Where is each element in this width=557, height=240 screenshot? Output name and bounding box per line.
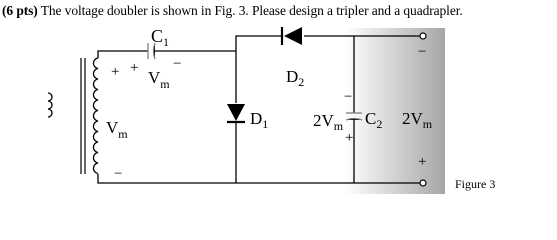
diode-d2 [282, 27, 302, 45]
label-c1: $C_1$ [151, 26, 170, 49]
transformer-secondary-coil [93, 58, 98, 174]
label-c2: $C_2$ [365, 109, 383, 131]
label-vm-c1: $V_m$ [148, 68, 170, 91]
polarity-minus-secondary: − [114, 166, 123, 182]
label-2vm-left: $2V_m$ [313, 111, 344, 133]
polarity-minus-c1: − [173, 56, 182, 72]
label-d2: $D_2$ [286, 67, 305, 89]
wire-top-left [98, 51, 148, 58]
label-d1: $D_1$ [250, 109, 269, 131]
capacitor-c2-plate [346, 119, 362, 121]
shaded-background [345, 28, 445, 194]
polarity-plus-c1: + [130, 60, 139, 76]
question-body: The voltage doubler is shown in Fig. 3. Please design a tripler and a quadrapler. [40, 3, 463, 18]
output-terminal-top [420, 33, 426, 39]
polarity-minus-c2: − [344, 89, 353, 105]
question-points: (6 pts) [2, 3, 38, 18]
polarity-plus-c2: + [345, 130, 354, 146]
label-2vm-right: $2V_m$ [402, 109, 433, 131]
transformer-primary-coil [48, 93, 52, 117]
figure-caption: Figure 3 [455, 177, 496, 191]
polarity-plus-output: + [418, 154, 427, 170]
label-vm-secondary: $V_m$ [106, 118, 128, 141]
wire-top-to-d2 [236, 36, 282, 51]
polarity-minus-output: − [418, 44, 427, 60]
diode-d1 [227, 104, 245, 122]
output-terminal-bottom [420, 180, 426, 186]
polarity-plus-secondary: + [111, 64, 120, 80]
